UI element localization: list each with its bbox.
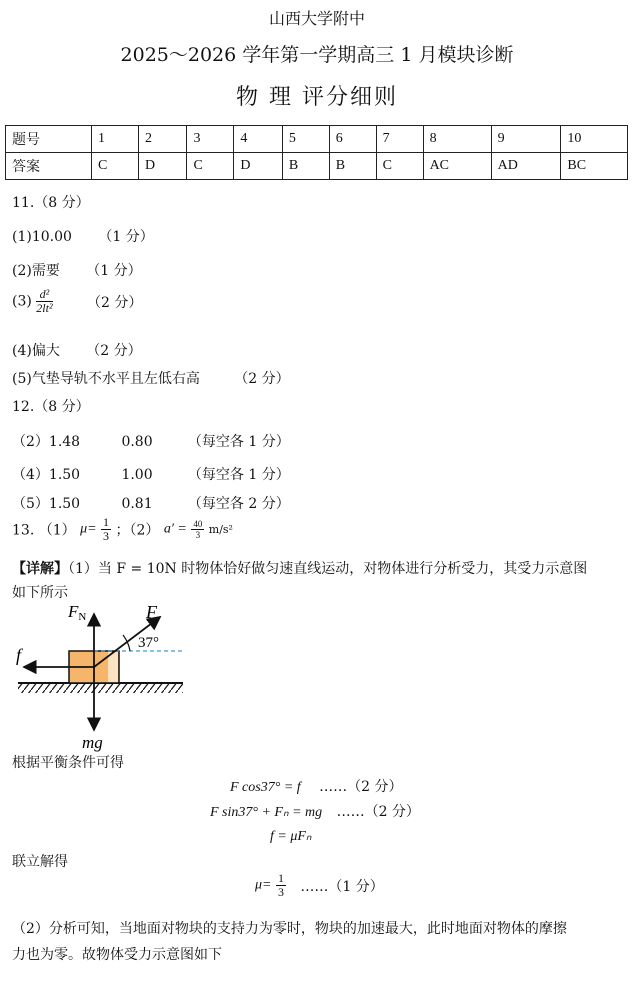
question-number-cell: 5: [282, 126, 329, 153]
answer-cell: AC: [423, 153, 491, 180]
q13-separator: ；（2）: [115, 522, 160, 539]
q12-row-label: （4）1.50: [12, 467, 81, 483]
force-diagram: [10, 600, 195, 752]
q12-row-label: （5）1.50: [12, 496, 81, 512]
q12-row-label: （2）1.48: [12, 434, 81, 450]
q12-row-note: （每空各 1 分）: [187, 467, 290, 483]
exam-title: 2025～2026 学年第一学期高三 1 月模块诊断: [120, 44, 514, 66]
q13-mu-symbol: μ=: [80, 521, 97, 537]
q13-accel-fraction: [191, 519, 204, 540]
q11-part1-score: （1 分）: [98, 229, 154, 245]
q12-row-value: 1.00: [121, 467, 153, 483]
equation-2-formula: F sin37° + Fₙ = mg: [210, 805, 323, 820]
q13-accel-denominator: 3: [195, 530, 201, 540]
equation-1: [230, 776, 402, 796]
q11-part3-label: (3): [12, 293, 32, 310]
row-label-answer: 答案: [6, 153, 92, 180]
q11-part2: [12, 260, 142, 280]
part2-line2: 力也为零。故物体受力示意图如下: [12, 947, 222, 963]
friction-label: f: [16, 645, 22, 665]
q12-row-note: （每空各 1 分）: [187, 434, 290, 450]
q11-part2-score: （1 分）: [86, 263, 142, 279]
answer-row: [6, 153, 628, 180]
question-number-cell: 6: [329, 126, 376, 153]
q12-row: [12, 431, 290, 451]
q13-accel-symbol: a′ =: [163, 521, 187, 537]
q11-part2-answer: (2)需要: [12, 263, 60, 279]
q13-accel-numerator: 40: [193, 519, 203, 529]
q11-part3-score: （2 分）: [87, 294, 143, 311]
answer-cell: D: [138, 153, 187, 180]
q12-heading: 12.（8 分）: [12, 399, 90, 415]
answer-cell: C: [376, 153, 423, 180]
question-number-cell: 3: [187, 126, 234, 153]
q11-part3: [12, 288, 142, 315]
answer-cell: D: [234, 153, 283, 180]
q11-part5-score: （2 分）: [234, 371, 290, 387]
q11-part3-numerator: d²: [36, 288, 52, 302]
balance-intro: 根据平衡条件可得: [12, 755, 124, 771]
q11-part3-denominator: 2lt²: [36, 301, 53, 315]
question-number-cell: 1: [92, 126, 139, 153]
mu-result-numerator: 1: [277, 871, 284, 885]
mu-result-denominator: 3: [277, 885, 284, 899]
mu-result-line: [255, 872, 384, 899]
q13-answer-line: [12, 516, 233, 543]
mu-result-score: ……（1 分）: [300, 878, 384, 895]
equation-3-formula: f = μFₙ: [270, 829, 312, 844]
question-number-cell: 10: [561, 126, 628, 153]
ground-hatching: [18, 683, 183, 693]
question-number-cell: 9: [491, 126, 561, 153]
q11-heading: 11.（8 分）: [12, 195, 90, 211]
school-name: 山西大学附中: [268, 9, 365, 28]
q12-row: [12, 464, 290, 484]
q13-detail-text: （1）当 F = 10N 时物体恰好做匀速直线运动，对物体进行分析受力，其受力示意图: [68, 561, 588, 577]
q11-part4-score: （2 分）: [86, 343, 142, 359]
answer-cell: AD: [491, 153, 561, 180]
question-number-cell: 8: [423, 126, 491, 153]
q12-row: [12, 493, 290, 513]
q13-detail-line1: [12, 558, 587, 578]
q12-row-value: 0.81: [121, 496, 153, 512]
answer-cell: BC: [561, 153, 628, 180]
q11-part3-fraction: [36, 288, 52, 315]
question-number-cell: 4: [234, 126, 283, 153]
q12-row-note: （每空各 2 分）: [187, 496, 290, 512]
q13-mu-fraction: [101, 516, 111, 543]
block-shade: [108, 652, 118, 682]
normal-force-label: FN: [68, 602, 87, 623]
pull-force-label: F: [146, 602, 157, 622]
equation-1-score: ……（2 分）: [319, 779, 403, 795]
row-label-question: 题号: [6, 126, 92, 153]
answer-cell: C: [187, 153, 234, 180]
solve-intro: 联立解得: [12, 854, 68, 870]
equation-2-score: ……（2 分）: [336, 804, 420, 820]
answer-cell: C: [92, 153, 139, 180]
q11-part1-answer: (1)10.00: [12, 229, 72, 245]
q13-mu-denominator: 3: [103, 529, 110, 543]
q13-detail-line2: 如下所示: [12, 585, 68, 601]
q12-row-value: 0.80: [121, 434, 153, 450]
q13-heading: 13. （1）: [12, 522, 76, 539]
q13-detail-tag: 【详解】: [12, 561, 68, 577]
angle-label: 37°: [138, 635, 159, 651]
q11-part5-answer: (5)气垫导轨不水平且左低右高: [12, 371, 200, 387]
answer-cell: B: [282, 153, 329, 180]
mu-result-fraction: [276, 872, 286, 899]
equation-2: [210, 801, 420, 821]
equation-3: [270, 828, 312, 845]
question-number-row: [6, 126, 628, 153]
q11-part1: [12, 226, 154, 246]
answer-table: [5, 125, 628, 180]
question-number-cell: 7: [376, 126, 423, 153]
q11-part4-answer: (4)偏大: [12, 343, 60, 359]
q11-part5: [12, 368, 290, 388]
q13-accel-unit: m/s²: [208, 523, 233, 536]
equation-1-formula: F cos37° = f: [230, 780, 301, 795]
answer-cell: B: [329, 153, 376, 180]
document-title: 物 理 评分细则: [236, 85, 398, 110]
q13-mu-numerator: 1: [103, 515, 110, 529]
part2-line1: （2）分析可知，当地面对物块的支持力为零时，物块的加速最大，此时地面对物体的摩擦: [12, 921, 567, 937]
question-number-cell: 2: [138, 126, 187, 153]
mu-result-symbol: μ=: [255, 877, 272, 893]
weight-label: mg: [82, 733, 103, 752]
q11-part4: [12, 340, 142, 360]
